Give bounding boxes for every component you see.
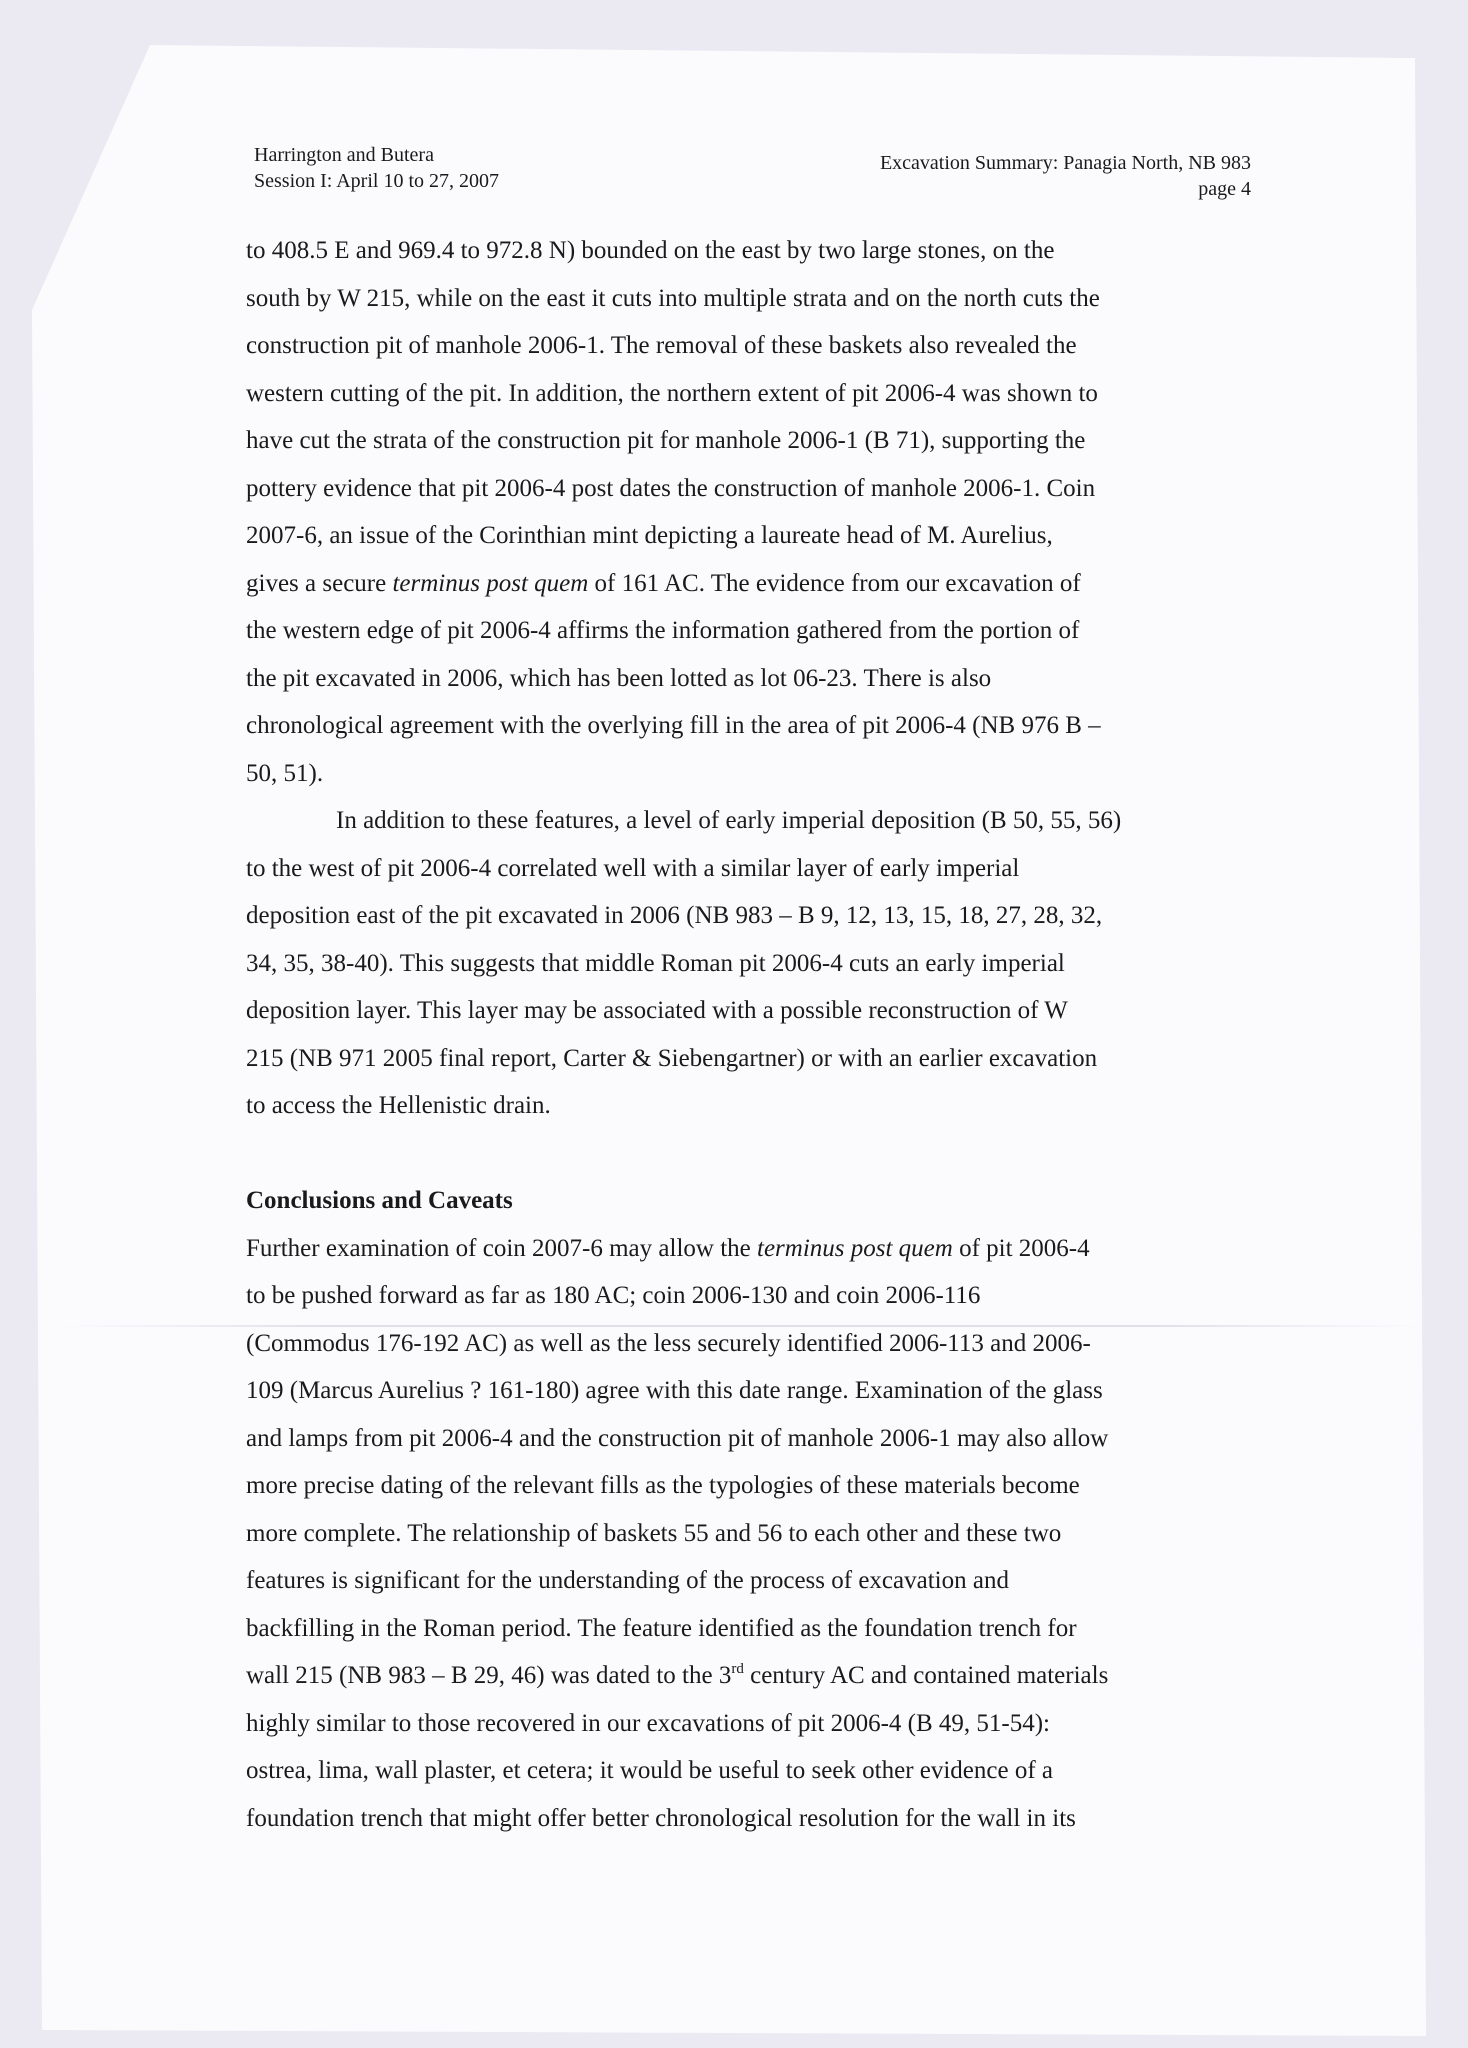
document-body <box>246 227 1226 1842</box>
text-line <box>246 1652 1226 1700</box>
text-line: construction pit of manhole 2006-1. The removal of these baskets also revealed the <box>246 332 1077 359</box>
text-line: to the west of pit 2006-4 correlated well with a similar layer of early imperial <box>246 854 1020 882</box>
text-line: deposition east of the pit excavated in 2006 (NB 983 – B 9, 12, 13, 15, 18, 27, 28, 32, <box>246 902 1103 929</box>
text-run: wall 215 (NB 983 – B 29, 46) was dated to the 3 <box>246 1662 732 1689</box>
page-number: page 4 <box>1198 178 1251 200</box>
text-line: backfilling in the Roman period. The feature identified as the foundation trench for <box>246 1614 1077 1642</box>
text-line: 215 (NB 971 2005 final report, Carter & Siebengartner) or with an earlier excavation <box>246 1044 1098 1072</box>
text-line: In addition to these features, a level of early imperial deposition (B 50, 55, 56) <box>336 807 1122 834</box>
text-line: ostrea, lima, wall plaster, et cetera; it would be useful to seek other evidence of a <box>246 1757 1054 1784</box>
paragraph-continued <box>246 227 1226 797</box>
italic-term: terminus post quem <box>757 1234 953 1262</box>
text-run: of pit 2006-4 <box>952 1234 1090 1262</box>
text-line: 34, 35, 38-40). This suggests that middle Roman pit 2006-4 cuts an early imperial <box>246 949 1065 977</box>
text-line: have cut the strata of the construction pit for manhole 2006-1 (B 71), supporting the <box>246 427 1086 454</box>
text-line: more precise dating of the relevant fills as the typologies of these materials become <box>246 1472 1080 1499</box>
text-line: foundation trench that might offer better chronological resolution for the wall in its <box>246 1804 1076 1832</box>
running-header-left <box>254 142 499 194</box>
text-run: Further examination of coin 2007-6 may allow the <box>246 1234 757 1262</box>
text-line: to be pushed forward as far as 180 AC; coin 2006-130 and coin 2006-116 <box>246 1282 981 1309</box>
header-title: Excavation Summary: Panagia North, NB 983 <box>879 152 1251 174</box>
text-line: 109 (Marcus Aurelius ? 161-180) agree with this date range. Examination of the glass <box>246 1377 1103 1404</box>
text-line: to 408.5 E and 969.4 to 972.8 N) bounded on the east by two large stones, on the <box>246 237 1055 264</box>
section-heading: Conclusions and Caveats <box>246 1187 513 1214</box>
running-header-right <box>880 150 1251 202</box>
text-line: western cutting of the pit. In addition, the northern extent of pit 2006-4 was shown to <box>246 379 1098 407</box>
text-line: and lamps from pit 2006-4 and the construction pit of manhole 2006-1 may also allow <box>246 1424 1109 1452</box>
text-line <box>246 1225 1226 1273</box>
text-line: south by W 215, while on the east it cuts into multiple strata and on the north cuts the <box>246 284 1100 312</box>
text-line: highly similar to those recovered in our excavations of pit 2006-4 (B 49, 51-54): <box>246 1709 1050 1737</box>
italic-term: terminus post quem <box>392 569 589 597</box>
text-line: the western edge of pit 2006-4 affirms the information gathered from the portion of <box>246 617 1080 644</box>
text-line: (Commodus 176-192 AC) as well as the less securely identified 2006-113 and 2006- <box>246 1329 1091 1357</box>
text-line: features is significant for the understanding of the process of excavation and <box>246 1567 1009 1594</box>
paragraph-gap <box>246 1130 1226 1178</box>
text-run: gives a secure <box>246 569 393 597</box>
header-authors: Harrington and Butera <box>254 144 434 166</box>
paragraph-conclusions <box>246 1225 1226 1843</box>
text-run: of 161 AC. The evidence from our excavation of <box>588 569 1081 597</box>
text-line: chronological agreement with the overlying fill in the area of pit 2006-4 (NB 976 B – <box>246 712 1101 739</box>
text-line: 50, 51). <box>246 759 324 787</box>
text-run: century AC and contained materials <box>743 1662 1109 1689</box>
text-line: more complete. The relationship of baskets 55 and 56 to each other and these two <box>246 1519 1062 1547</box>
text-line <box>246 560 1226 608</box>
text-line: 2007-6, an issue of the Corinthian mint depicting a laureate head of M. Aurelius, <box>246 522 1053 549</box>
ordinal-superscript: rd <box>731 1661 744 1677</box>
text-line: deposition layer. This layer may be associated with a possible reconstruction of W <box>246 997 1068 1024</box>
text-line: the pit excavated in 2006, which has been lotted as lot 06-23. There is also <box>246 664 992 692</box>
text-line: pottery evidence that pit 2006-4 post dates the construction of manhole 2006-1. Coin <box>246 474 1096 502</box>
text-line: to access the Hellenistic drain. <box>246 1092 551 1119</box>
header-session: Session I: April 10 to 27, 2007 <box>254 170 500 192</box>
paragraph-early-imperial <box>246 797 1226 1130</box>
